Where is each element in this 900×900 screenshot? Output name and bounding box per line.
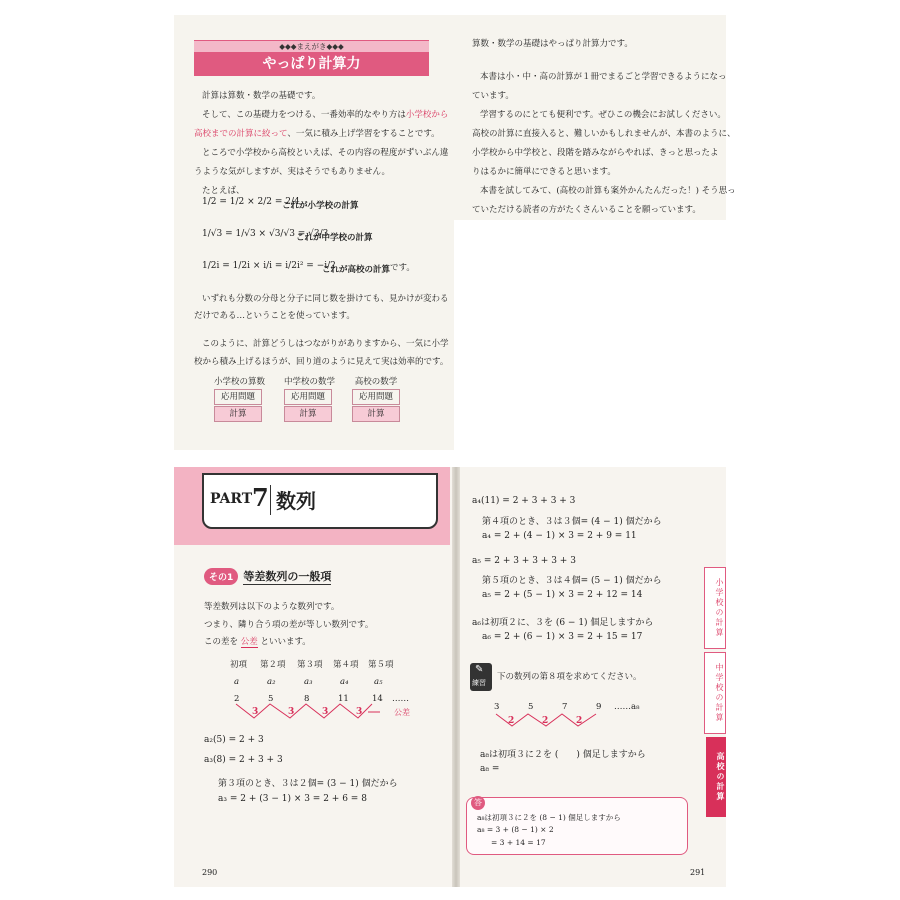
answer-badge: 答 — [471, 796, 485, 810]
book-gutter — [452, 467, 460, 887]
right-line — [472, 54, 736, 68]
exercise-badge-label: 練習 — [472, 679, 486, 687]
right-line: 本書を試してみて、(高校の計算も案外かんたんだった！) そう思っ — [480, 186, 736, 196]
exercise-diff: 2 — [576, 716, 583, 726]
exercise-value: 3 — [494, 702, 500, 712]
intro-line — [204, 633, 311, 652]
preface-title: やっぱり計算力 — [262, 56, 361, 72]
column-title: 高校の数学 — [354, 377, 398, 387]
intro-keyword: 公差 — [240, 637, 258, 647]
term-header: 第４項 — [333, 660, 359, 670]
page-number: 290 — [202, 868, 218, 877]
para3-line: このように、計算どうしはつながりがありますから、一気に小学 — [202, 339, 449, 349]
preface-line — [202, 106, 448, 125]
work-line: a₅ = 2 + 3 + 3 + 3 + 3 — [472, 556, 576, 566]
answer-line: = 3 + 14 = 17 — [491, 838, 546, 847]
right-line: 学習するのにとても便利です。ぜひこの機会にお試しください。 — [480, 110, 726, 120]
para2-line: だけである…ということを使っています。 — [194, 311, 355, 321]
column-title: 中学校の数学 — [284, 377, 336, 387]
pencil-icon: ✎ — [475, 664, 484, 675]
column-top-box: 応用問題 — [284, 389, 332, 405]
part-number: 7 — [252, 483, 269, 512]
column-top-box: 応用問題 — [214, 389, 262, 405]
term-symbol: a₂ — [267, 677, 276, 687]
preface-line: 計算は算数・数学の基礎です。 — [202, 91, 321, 101]
side-tab-elementary: 小学校の計算 — [704, 567, 726, 649]
term-value: 11 — [338, 694, 349, 704]
intro-text: この差を — [204, 637, 239, 647]
preface-header — [194, 40, 429, 76]
part-title: 数列 — [276, 489, 316, 513]
column-title: 小学校の算数 — [214, 377, 266, 387]
para3-line: 校から積み上げるほうが、回り道のように見えて実は効率的です。 — [194, 357, 449, 367]
term-value: 14 — [372, 694, 383, 704]
column-junior — [284, 375, 336, 422]
example-suffix: です。 — [390, 263, 415, 273]
diff-mark: 3 — [322, 707, 329, 717]
answer-box — [466, 797, 688, 855]
right-line: ています。 — [472, 91, 514, 101]
section-title: 等差数列の一般項 — [243, 570, 332, 583]
section-badge: その1 — [204, 568, 238, 585]
preface-text: 、一気に積み上げ学習をすることです。 — [287, 129, 440, 139]
column-high — [352, 375, 400, 422]
part-header — [202, 473, 438, 529]
work-line: a₄ = 2 + (4 − 1) × 3 = 2 + 9 = 11 — [482, 531, 637, 541]
work-line: 第４項のとき、３は３個= (4 − 1) 個だから — [482, 517, 662, 527]
diff-label: 公差 — [394, 708, 410, 717]
right-line: りはるかに簡単にできると思います。 — [472, 167, 616, 177]
work-line: a₂(5) = 2 + 3 — [204, 735, 264, 745]
term-value-ellipsis: …… — [392, 694, 409, 704]
work-line: a₆ = 2 + (6 − 1) × 3 = 2 + 15 = 17 — [482, 632, 643, 642]
exercise-value: 7 — [562, 702, 568, 712]
diff-mark: 3 — [252, 707, 259, 717]
exercise-diff: 2 — [542, 716, 549, 726]
exercise-value: 5 — [528, 702, 534, 712]
preface-line: うような気がしますが、実はそうでもありません。 — [194, 167, 391, 177]
answer-line: a₈ = 3 + (8 − 1) × 2 — [477, 825, 554, 834]
intro-text: といいます。 — [260, 637, 311, 647]
answer-line: a₈は初項３に２を (8 − 1) 個足しますから — [477, 813, 621, 822]
right-line: 本書は小・中・高の計算が１冊でまるごと学習できるようになっ — [480, 72, 727, 82]
preface-header-small: ◆◆◆まえがき◆◆◆ — [194, 41, 429, 52]
example-math: 1/√3 = 1/√3 × √3/√3 = √3/3 — [202, 229, 329, 239]
top-right-text — [472, 35, 736, 220]
exercise-question: a₈は初項３に２を ( ) 個足しますから — [480, 750, 646, 760]
right-line: 算数・数学の基礎はやっぱり計算力です。 — [472, 39, 633, 49]
example-math: 1/2i = 1/2i × i/i = i/2i² = −i/2 — [202, 261, 336, 271]
page-number: 291 — [690, 868, 706, 877]
exercise-value: ……a₈ — [614, 702, 640, 712]
example-math: 1/2 = 1/2 × 2/2 = 2/4 — [202, 197, 300, 207]
side-tab-junior: 中学校の計算 — [704, 652, 726, 734]
work-line: a₃(8) = 2 + 3 + 3 — [204, 755, 283, 765]
term-value: 2 — [234, 694, 240, 704]
column-bottom-box: 計算 — [284, 406, 332, 422]
column-bottom-box: 計算 — [352, 406, 400, 422]
term-header: 第３項 — [297, 660, 323, 670]
preface-line: たとえば、 — [202, 186, 245, 196]
example-label: これが中学校の計算 — [296, 233, 373, 243]
work-line: a₅ = 2 + (5 − 1) × 3 = 2 + 12 = 14 — [482, 590, 643, 600]
term-value: 8 — [304, 694, 310, 704]
term-value: 5 — [268, 694, 274, 704]
diff-mark: 3 — [288, 707, 295, 717]
example-label: これが小学校の計算 — [282, 201, 359, 211]
exercise-diff: 2 — [508, 716, 515, 726]
exercise-badge — [470, 663, 492, 691]
exercise-question: a₈ = — [480, 764, 500, 774]
right-line: ていただける読者の方がたくさんいることを願っています。 — [472, 205, 701, 215]
intro-line: 等差数列は以下のような数列です。 — [204, 602, 340, 612]
term-header: 第２項 — [260, 660, 286, 670]
example-label: これが高校の計算 — [322, 265, 391, 275]
term-symbol: a — [234, 677, 240, 687]
work-line: 第３項のとき、３は２個= (3 − 1) 個だから — [218, 779, 398, 789]
term-symbol: a₅ — [374, 677, 383, 687]
para2-line: いずれも分数の分母と分子に同じ数を掛けても、見かけが変わる — [202, 294, 449, 304]
intro-line: つまり、隣り合う項の差が等しい数列です。 — [204, 620, 374, 630]
preface-highlight: 高校までの計算に絞って — [194, 129, 288, 139]
preface-highlight: 小学校から — [405, 110, 449, 120]
part-label: PART — [210, 491, 253, 507]
part-divider — [270, 485, 271, 515]
term-header: 第５項 — [368, 660, 394, 670]
column-elementary — [214, 375, 266, 422]
side-tab-high: 高校の計算 — [706, 737, 726, 817]
preface-text: そして、この基礎力をつける、一番効率的なやり方は — [202, 110, 406, 120]
right-line: 小学校から中学校と、段階を踏みながらやれば、きっと思ったよ — [472, 148, 719, 158]
preface-line — [194, 125, 440, 144]
preface-line: ところで小学校から高校といえば、その内容の程度がずいぶん違 — [202, 148, 449, 158]
right-line: 高校の計算に直接入ると、難しいかもしれませんが、本書のように、 — [472, 129, 736, 139]
diff-mark: 3 — [356, 707, 363, 717]
section-heading — [204, 565, 331, 585]
work-line: a₃ = 2 + (3 − 1) × 3 = 2 + 6 = 8 — [218, 794, 367, 804]
work-line: a₄(11) = 2 + 3 + 3 + 3 — [472, 496, 576, 506]
column-bottom-box: 計算 — [214, 406, 262, 422]
exercise-prompt: 下の数列の第８項を求めてください。 — [497, 672, 642, 682]
work-line: a₆は初項２に、３を (6 − 1) 個足しますから — [472, 618, 654, 628]
term-symbol: a₄ — [340, 677, 349, 687]
work-line: 第５項のとき、３は４個= (5 − 1) 個だから — [482, 576, 662, 586]
exercise-value: 9 — [596, 702, 602, 712]
term-header: 初項 — [230, 660, 248, 670]
column-top-box: 応用問題 — [352, 389, 400, 405]
term-symbol: a₃ — [304, 677, 313, 687]
